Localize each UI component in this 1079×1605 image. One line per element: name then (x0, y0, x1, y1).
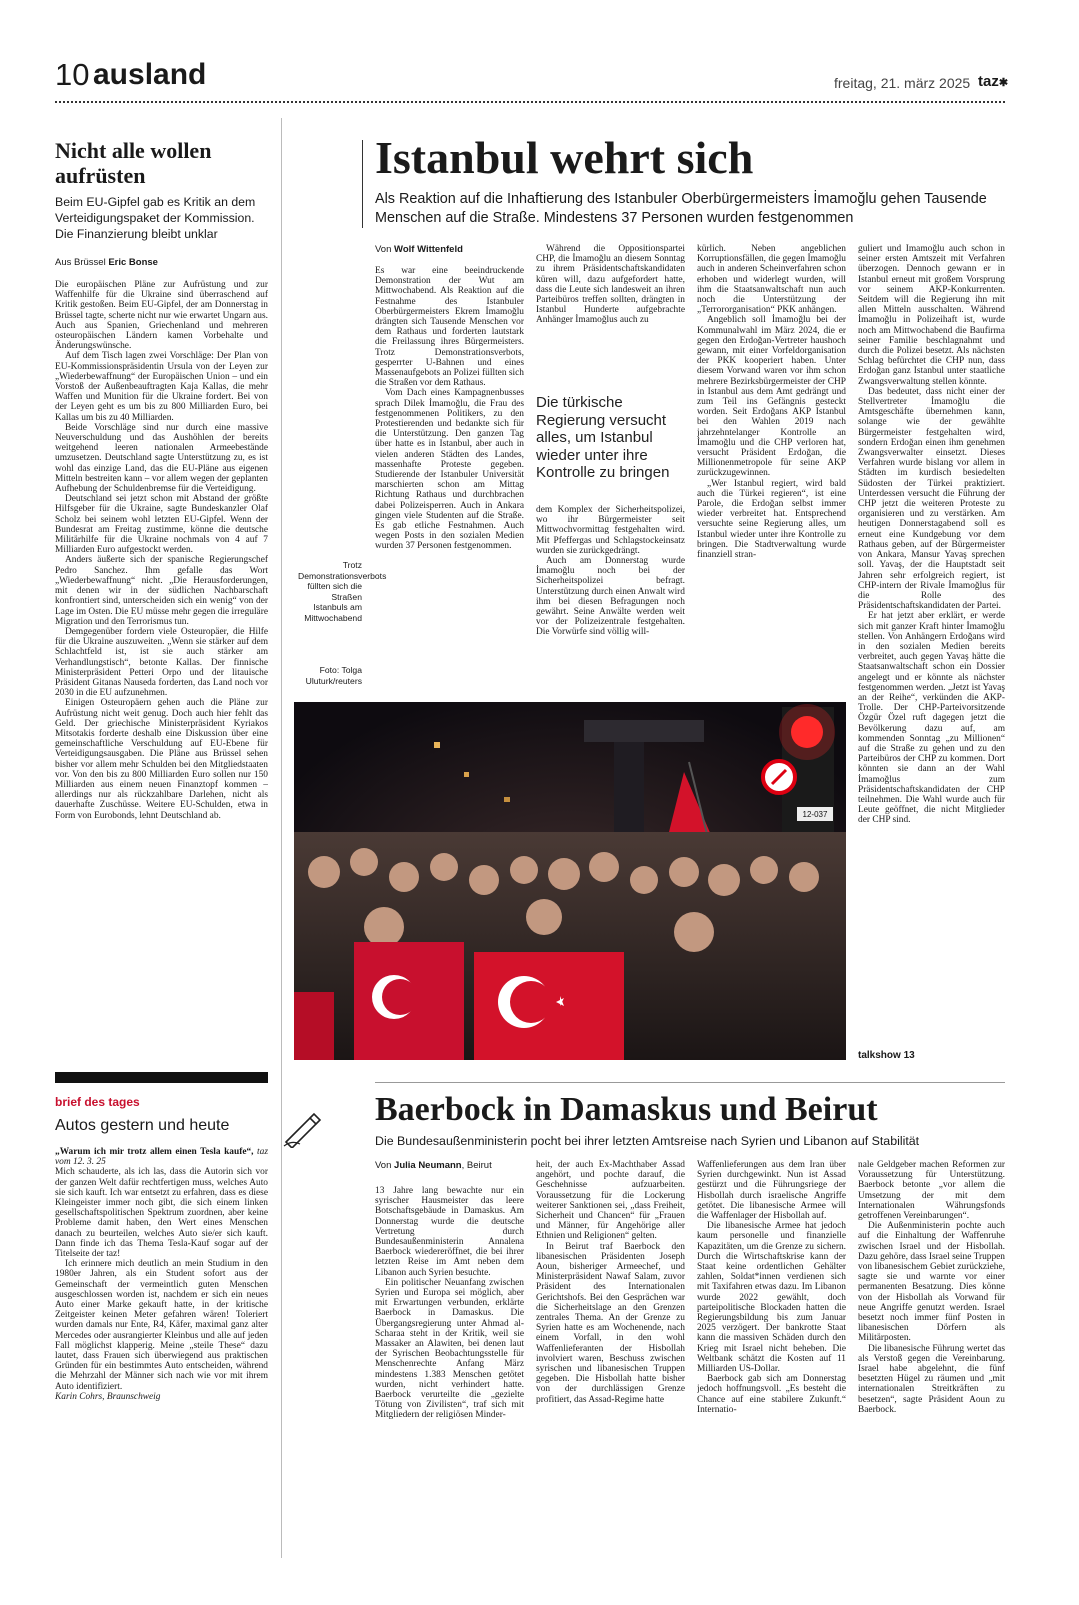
istanbul-byline (375, 244, 463, 255)
section-rule (375, 1082, 1005, 1083)
brief-reference (55, 1147, 268, 1167)
paw-icon: ✱ (998, 77, 1009, 89)
brief-signature: Karin Cohrs, Braunschweig (55, 1391, 161, 1402)
page-number: 10 (55, 57, 90, 92)
paragraph: Beide Vorschläge sind nur durch eine massive Neuverschuldung und das Aushöhlen der bereits weitgehend leeren nationalen Armeebestände umzusetzen. Deutschland sagte Unterstützung zu, es ist wohl das einzige Land, das die EU-Pläne aus eigenen Mitteln bestreiten kann – vor allem wegen der geplanten Aufhebung der Schuldenbremse für die Verteidigung. (55, 422, 268, 495)
paragraph: Es war eine beeindruckende Demonstration der Wut am Mittwochabend. Als Reaktion auf die Festnahme des Istanbuler Oberbürgermeisters Ekrem İmamoğlu drängten sich Tausende Menschen vor dem Rathaus und forderten lautstark die Freilassung ihres Bürgermeisters. Trotz Demonstrationsverbots, gesperrter U-Bahnen und eines Massenaufgebots an Polizei füllten sich die Straßen vor dem Rathaus. (375, 266, 524, 389)
byline-prefix: Von (375, 244, 392, 255)
photo-caption: Trotz Demonstrationsverbots füllten sich die Straßen Istanbuls am Mittwochabend (298, 560, 387, 623)
brief-body (55, 1147, 268, 1542)
istanbul-pull-quote: Die türkische Regierung versucht alles, um Istanbul wieder unter ihre Kontrolle zu bringen (536, 394, 670, 481)
paragraph: Die europäischen Pläne zur Aufrüstung und zur Waffenhilfe für die Ukraine sind überraschend auf Kritik gestoßen. Beim EU-Gipfel, der am Donnerstag in Brüssel tagte, scherte nicht nur wie erwartet Ungarn aus. Auch aus Spanien, Griechenland und mehreren osteuropäischen Ländern kamen Vorbehalte und Änderungswünsche. (55, 280, 268, 352)
paragraph: kürlich. Neben angeblichen Korruptionsfällen, die gegen İmamoğlu auch in anderen Scheinverfahren schon erhoben und widerlegt wurden, will ihm die Staatsanwaltschaft nun auch noch die Unterstützung der „Terrororganisation“ PKK anhängen. (697, 244, 846, 316)
baerbock-byline (375, 1160, 492, 1171)
left-article-body (55, 280, 268, 1050)
byline-author: Eric Bonse (108, 257, 158, 268)
istanbul-col-2-bottom (536, 505, 685, 691)
paragraph: Die Außenministerin pochte auch auf die Einhaltung der Waffenruhe zwischen Israel und der Hisbollah. Dazu gehöre, dass Israel seine Truppen von libanesischem Gebiet zurückziehe, sagte sie und warnte vor einer permanenten Besatzung. Dies könne von der Hisbollah als Vorwand für neue Angriffe genutzt werden. Israel besetzt noch immer fünf Posten in libanesischen Dörfern als Militärposten. (858, 1221, 1005, 1344)
paragraph: 13 Jahre lang bewachte nur ein syrischer Hausmeister das leere Botschaftsgebäude in Damaskus. Am Donnerstag wurde die deutsche Vertretung durch Bundesaußenministerin Annalena Baerbock wiedereröffnet, die bei ihrer letzten Reise im Amt neben dem Libanon auch Syrien besuchte. (375, 1186, 524, 1278)
paragraph: Ich erinnere mich deutlich an mein Studium in den 1980er Jahren, als ein Student sofort aus der Gemeinschaft der vermeintlich guten Menschen ausgeschlossen worden ist, nachdem er sich ein neues Auto einer Marke gekauft hatte, in der kritische Zeitgeister keinen Meter gefahren wären! Toleriert wurden damals nur Ente, R4, Käfer, maximal ganz alter Mercedes oder ausrangierter Kleinbus und alle auf jeden Fall möglichst klapperig. Meine „steile These“ dazu lautet, dass Frauen sich überwiegend aus praktischen Gründen für ein bestimmtes Auto entscheiden, während die Mehrzahl der Männer sich nach wie vor mit ihrem Auto identifiziert. (55, 1259, 268, 1392)
istanbul-col-1 (375, 266, 524, 690)
paragraph: Die libanesische Armee hat jedoch kaum personelle und finanzielle Kapazitäten, um die Grenze zu sichern. Durch die Wirtschaftskrise kann der Staat keine ordentlichen Gehälter zahlen, Soldat*innen verdienen sich mit Taxifahren etwas dazu. Im Libanon wurde 2022 gewählt, doch parteipolitische Blockaden hatten die Regierungsbildung bis zum Januar 2025 verzögert. Der bankrotte Staat kann die massiven Schäden durch den Krieg mit Israel nicht beheben. Die Weltbank schätzt die Kosten auf 11 Milliarden US-Dollar. (697, 1221, 846, 1375)
istanbul-col-3 (697, 244, 846, 691)
brief-black-bar (55, 1072, 268, 1083)
istanbul-col-2-top (536, 244, 685, 374)
byline-prefix: Aus Brüssel (55, 257, 106, 268)
paragraph: Waffenlieferungen aus dem Iran über Syrien durchgewinkt. Nun ist Assad gestürzt und die Führungsriege der Hisbollah durch israelische Angriffe getötet. Die libanesische Armee will die Waffenlager der Hisbollah auf. (697, 1160, 846, 1222)
paragraph: nale Geldgeber machen Reformen zur Voraussetzung für Unterstützung. Baerbock betonte „vor allem die Umsetzung der mit dem Internationalen Währungsfonds getroffenen Vereinbarungen“. (858, 1160, 1005, 1222)
column-divider (281, 118, 282, 1558)
paragraph: Auch am Donnerstag wurde İmamoğlu noch bei der Sicherheitspolizei befragt. Unterstützung durch einen Anwalt wird ihm bei diesen Befragungen noch gewährt. Seine Anwälte werden weit vor der Polizeizentrale festgehalten. Die Vorwürfe sind völlig will- (536, 556, 685, 638)
brief-kicker: brief des tages (55, 1095, 140, 1109)
left-article-byline (55, 257, 158, 268)
byline-author: Julia Neumann (394, 1160, 462, 1171)
paragraph: In Beirut traf Baerbock den libanesischen Präsidenten Joseph Aoun, bisheriger Armeechef, und Ministerpräsident Nawaf Salam, zuvor Präsident des Internationalen Gerichtshofs. Bei den Gesprächen war die Sicherheitslage an den Grenzen zentrales Thema. An der Grenze zu Syrien hatte es am Wochenende, nach einem Vorfall, in den wohl Waffenlieferanten der Hisbollah involviert waren, Beschuss zwischen syrischen und libanesischen Truppen gegeben. Die Hisbollah hatte bisher von der durchlässigen Grenze profitiert, das Assad-Regime hatte (536, 1241, 685, 1405)
section-title: ausland (93, 58, 207, 91)
baerbock-title: Baerbock in Damaskus und Beirut (375, 1091, 878, 1128)
paragraph: Während die Oppositionspartei CHP, die İmamoğlu an diesem Sonntag zu ihrem Präsidentschaftskandidaten küren will, dazu aufgefordert hatte, dass die Leute sich landesweit an ihren Parteibüros treffen sollten, drängten in Istanbul Hunderte aufgebrachte Anhänger İmamoğlus auch zu (536, 244, 685, 326)
taz-logo-text: taz (978, 73, 999, 90)
byline-author: Wolf Wittenfeld (394, 244, 463, 255)
baerbock-subtitle: Die Bundesaußenministerin pocht bei ihrer letzten Amtsreise nach Syrien und Libanon auf Stabilität (375, 1134, 920, 1148)
pen-icon (282, 1112, 322, 1148)
paragraph: „Wer Istanbul regiert, wird bald auch die Türkei regieren“, ist eine Parole, die Erdoğan selbst immer wieder verbreitet hat. Entsprechend versuchte seine Regierung alles, um Istanbul wieder unter ihre Kontrolle zu bringen. Die Stadtverwaltung wurde finanziell stran- (697, 478, 846, 561)
paragraph: Vom Dach eines Kampagnenbusses sprach Dilek İmamoğlu, die Frau des festgenommenen Politikers, zu den Protestierenden und bedankte sich für die Unterstützung. Den ganzen Tag über hatte es in Istanbul, aber auch in vielen anderen Städten des Landes, massenhafte Proteste gegeben. Studierende der Istanbuler Universität marschierten schon am Mittag Richtung Rathaus und durchbrachen dabei Polizeisperren. Auch in Ankara gingen viele Studenten auf die Straße. Es gab etliche Festnahmen. Auch wegen Posts in den sozialen Medien wurden 37 Personen festgenommen. (375, 388, 524, 552)
baerbock-col-2 (536, 1160, 685, 1542)
paragraph: Einigen Osteuropäern gehen auch die Pläne zur Aufrüstung nicht weit genug. Doch auch hier fehlt das Geld. Der griechische Ministerpräsident Kyriakos Mitsotakis forderte deshalb eine Diskussion über eine gemeinschaftliche Verschuldung auf EU-Ebene für Verteidigungsausgaben. Die Pläne aus Brüssel sehen bisher vor allem mehr Schulden bei den Mitgliedstaaten vor. Von den bis zu 800 Milliarden Euro sollen nur 150 Milliarden aus einem neuen Finanztopf kommen – allerdings nur als rückzahlbare Darlehen, nicht als dauerhafte Zuschüsse. Weitere EU-Schulden, etwa in Form von Eurobonds, lehnt Deutschland ab. (55, 698, 268, 821)
istanbul-title: Istanbul wehrt sich (375, 132, 754, 183)
paragraph: Baerbock gab sich am Donnerstag jedoch hoffnungsvoll. „Es besteht die Chance auf eine stabilere Zukunft.“ Internatio- (697, 1374, 846, 1415)
header-rule (55, 101, 1005, 103)
baerbock-col-4 (858, 1160, 1005, 1542)
paragraph: Anders äußerte sich der spanische Regierungschef Pedro Sanchez. Ihm gefalle das Wort „Wiederbewaffnung“ nicht. „Die Herausforderungen, mit denen wir in der südlichen Nachbarschaft konfrontiert sind, unterscheiden sich ein wenig“ von der Lage im Osten. Die EU müsse mehr gegen die irreguläre Migration und den Terrorismus tun. (55, 555, 268, 627)
street-sign-text: 12-037 (802, 810, 828, 819)
paragraph: Angeblich soll İmamoğlu bei der Kommunalwahl im März 2024, die er gegen den Erdoğan-Vertreter haushoch gewann, mit einer Vorfeldorganisation der PKK kooperiert haben. Unter diesem Vorwand waren vor ihm schon mehrere Bezirksbürgermeister der CHP in Istanbul aus dem Amt gedrängt und zum Teil ins Gefängnis gesteckt worden. Seit Erdoğans AKP Istanbul bei den Wahlen 2019 nach jahrzehntelanger Kontrolle an İmamoğlu und die CHP verloren hat, versucht Präsident Erdoğan, die Millionenmetropole für seine AKP zurückzugewinnen. (697, 315, 846, 479)
paragraph: dem Komplex der Sicherheitspolizei, wo ihr Bürgermeister seit Mittwochvormittag festgehalten wird. Mit Pfeffergas und Schlagstockeinsatz wurden sie zurückgedrängt. (536, 505, 685, 556)
protest-photo-illustration (294, 702, 846, 1060)
paragraph: heit, der auch Ex-Machthaber Assad angehört, und pochte darauf, die Geschehnisse aufzuarbeiten. Voraussetzung für die Lockerung weiterer Sanktionen sei, „dass Freiheit, Sicherheit und Chancen“ für „Frauen und Männer, für Angehörige aller Ethnien und Religionen“ gelten. (536, 1160, 685, 1242)
paragraph: Die libanesische Führung wertet das als Verstoß gegen die Vereinbarung. Israel habe abgelehnt, die fünf besetzten Hügel zu räumen und „mit internationalen Streitkräften zu besetzen“, sagte Präsident Aoun zu Baerbock. (858, 1343, 1005, 1415)
istanbul-col-4 (858, 244, 1005, 1050)
istanbul-title-rule (362, 140, 363, 228)
paragraph: Das bedeutet, dass nicht einer der Stellvertreter İmamoğlu die Amtsgeschäfte übernehmen kann, solange wie der gewählte Bürgermeister festgehalten wird, sondern Erdoğan einen ihm genehmen Zwangsverwalter einsetzt. Dieses Verfahren wurde bislang vor allem in Städten im kurdisch besiedelten Südosten der Türkei praktiziert. Unterdessen versucht die Führung der CHP jetzt die weiteren Proteste zu organisieren und zu verstärken. Am heutigen Donnerstagabend soll es erneut eine Kundgebung vor dem Rathaus geben, auf der Bürgermeister von Ankara, Mansur Yavaş sprechen soll. Yavaş, der die Hauptstadt seit Jahren sehr erfolgreich regiert, ist CHP-intern der Rivale İmamoğlus für die Rolle des Präsidentschaftskandidaten der Partei. (858, 386, 1005, 612)
left-article-title: Nicht alle wollen aufrüsten (55, 138, 212, 188)
paragraph: Er hat jetzt aber erklärt, er werde sich mit ganzer Kraft hinter İmamoğlu stellen. Von Anhängern Erdoğans wird in den sozialen Medien bereits verbreitet, auch gegen Yavaş hätte die Staatsanwaltschaft schon ein Dossier angelegt und er könnte als nächster festgenommen werden. „Jetzt ist Yavaş an der Reihe“, verkünden die AKP-Trolle. Der CHP-Parteivorsitzende Özgür Özel ruft dagegen jetzt die Bevölkerung dazu auf, am kommenden Sonntag „zu Millionen“ auf die Straße zu gehen und zu den Parteibüros der CHP zu kommen. Dort könnten sie dann an der Wahl İmamoğlus zum Präsidentschaftskandidaten der CHP teilnehmen. Die Wahl wurde auch für Leute geöffnet, die nicht Mitglieder der CHP sind. (858, 611, 1005, 826)
byline-place: , Beirut (461, 1160, 492, 1171)
baerbock-col-1 (375, 1186, 524, 1542)
left-article-subtitle: Beim EU-Gipfel gab es Kritik an dem Verteidigungspaket der Kommission. Die Finanzierung bleibt unklar (55, 195, 256, 241)
taz-logo (978, 73, 1008, 90)
paragraph: Mich schauderte, als ich las, dass die Autorin sich vor der ganzen Welt dafür rechtfertigen muss, welches Auto sie sich kauft. Ich war entsetzt zu erfahren, dass es diese Kleingeister immer noch gibt, die sich einem linken gesellschaftspolitischen Spektrum zuordnen, aber keine Probleme damit haben, den Wert eines Menschen danach zu beurteilen, welches Auto sie/er sich kauft. Dann finde ich das Thema Tesla-Kauf sogar auf der Titelseite der taz! (55, 1167, 268, 1260)
paragraph: Demgegenüber fordern viele Osteuropäer, die Hilfe für die Ukraine auszuweiten. „Wenn sie stärker auf dem Schlachtfeld ist, ist sie auch stärker am Verhandlungstisch“, betonte Kallas. Der finnische Ministerpräsident Petteri Orpo und der litauische Präsident Gitanas Nauseda forderten, das Land noch vor 2030 in die EU aufzunehmen. (55, 626, 268, 699)
baerbock-col-3 (697, 1160, 846, 1542)
paragraph: guliert und İmamoğlu auch schon in seiner ersten Amtszeit mit Verfahren überzogen. Dennoch gewann er in Istanbul erneut mit großem Vorsprung vor seinem AKP-Konkurrenten. Seitdem will die Regierung ihn mit allen Mitteln ausschalten. Während İmamoğlu in Polizeihaft ist, wurde noch am Mittwochabend die Baufirma seiner Familie beschlagnahmt und durch die Polizei besetzt. Als nächsten Schlag befürchtet die CHP nun, dass Erdoğan ganz Istanbul unter staatliche Zwangsverwaltung stellen könnte. (858, 244, 1005, 387)
photo-credit: Foto: Tolga Uluturk/reuters (305, 665, 362, 686)
brief-title: Autos gestern und heute (55, 1117, 230, 1134)
brief-ref-quote: „Warum ich mir trotz allem einen Tesla kaufe“, (55, 1147, 254, 1157)
issue-date: freitag, 21. märz 2025 (834, 75, 971, 91)
byline-prefix: Von (375, 1160, 392, 1171)
protest-photo (294, 702, 846, 1060)
crossref: talkshow 13 (858, 1050, 915, 1061)
brief-ref-source: taz vom 12. 3. 25 (55, 1147, 268, 1168)
istanbul-subtitle: Als Reaktion auf die Inhaftierung des Istanbuler Oberbürgermeisters İmamoğlu gehen Tausende Menschen auf die Straße. Mindestens 37 Personen wurden festgenommen (375, 191, 987, 226)
paragraph: Ein politischer Neuanfang zwischen Syrien und Europa sei möglich, aber mit Erwartungen verbunden, erklärte Baerbock in Damaskus. Die Übergangsregierung unter Ahmad al-Scharaa steht in der Kritik, weil sie Massaker an Alawiten, bei denen laut der Syrischen Beobachtungsstelle für Menschenrechte Anfang März mindestens 1.383 Menschen getötet wurden, nicht verhindert hatte. Baerbock verurteilte die „gezielte Tötung von Zivilisten“, traf sich mit Mitgliedern der religiösen Minder- (375, 1277, 524, 1421)
paragraph: Deutschland sei jetzt schon mit Abstand der größte Hilfsgeber für die Ukraine, sagte Bundeskanzler Olaf Scholz bei seinem wohl letzten EU-Gipfel. Wenn der Bundesrat am Freitag zustimme, könne die deutsche Militärhilfe für die Ukraine nochmals von 4 auf 7 Milliarden Euro aufgestockt werden. (55, 494, 268, 556)
paragraph: Auf dem Tisch lagen zwei Vorschläge: Der Plan von EU-Kommissionspräsidentin Ursula von der Leyen zur „Wiederbewaffnung“ der Europäischen Union – und ein Vorstoß der Außenbeauftragten Kaja Kallas, die mehr Waffen und Munition für die Ukraine fordert. Bei von der Leyen geht es um bis zu 800 Milliarden Euro, bei Kallas um bis zu 40 Milliarden. (55, 351, 268, 423)
